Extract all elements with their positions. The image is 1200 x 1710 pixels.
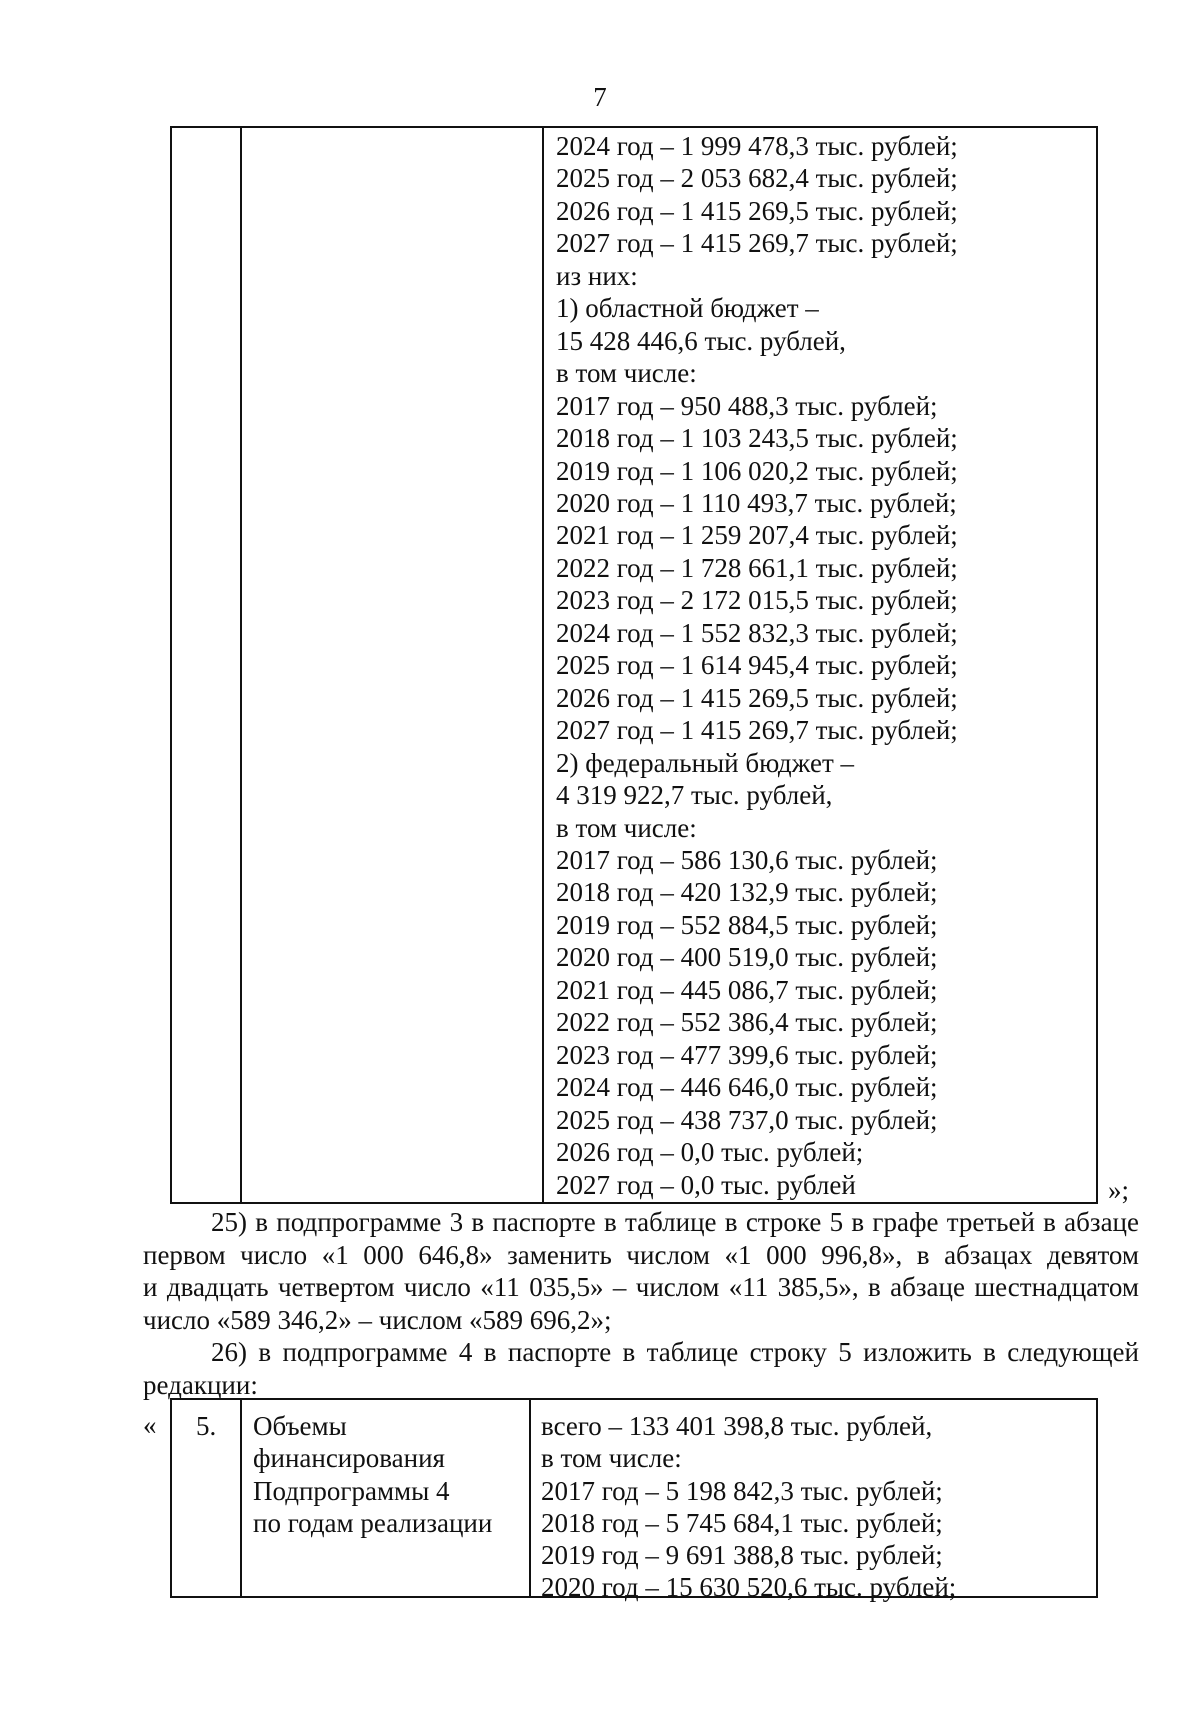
text-line: всего – 133 401 398,8 тыс. рублей, — [541, 1411, 933, 1441]
text-line: 2018 год – 5 745 684,1 тыс. рублей; — [541, 1507, 943, 1538]
text-line: в том числе: — [541, 1443, 682, 1474]
text-line: 2022 год – 552 386,4 тыс. рублей; — [556, 1007, 938, 1038]
text-line: 2018 год – 1 103 243,5 тыс. рублей; — [556, 423, 958, 454]
text-line: 2019 год – 552 884,5 тыс. рублей; — [556, 909, 938, 940]
text-line: 2025 год – 2 053 682,4 тыс. рублей; — [556, 163, 958, 194]
paragraph-26 — [143, 1336, 1139, 1401]
subprogram-4-table — [170, 1398, 1098, 1603]
text-line: 2) федеральный бюджет – — [556, 747, 854, 778]
financing-values-column — [541, 1410, 1091, 1604]
text-line: 2022 год – 1 728 661,1 тыс. рублей; — [556, 552, 958, 583]
text-line: 2019 год – 1 106 020,2 тыс. рублей; — [556, 455, 958, 486]
text-line: первом число «1 000 646,8» заменить числом «1 000 996,8», в абзацах девятом — [143, 1239, 1139, 1270]
column-divider — [240, 1400, 242, 1596]
text-line: 2019 год – 9 691 388,8 тыс. рублей; — [541, 1540, 943, 1571]
text-line: в том числе: — [556, 812, 697, 843]
text-line: 4 319 922,7 тыс. рублей, — [556, 780, 833, 811]
text-line: 2027 год – 1 415 269,7 тыс. рублей; — [556, 228, 958, 259]
text-line: по годам реализации — [253, 1507, 493, 1538]
paragraph-25 — [143, 1206, 1139, 1336]
financing-table-continued — [170, 126, 1098, 1204]
text-line: из них: — [556, 260, 638, 291]
text-line: число «589 346,2» – числом «589 696,2»; — [143, 1304, 612, 1335]
text-line: 2025 год – 438 737,0 тыс. рублей; — [556, 1104, 938, 1135]
text-line: 2018 год – 420 132,9 тыс. рублей; — [556, 877, 938, 908]
text-line: 2023 год – 477 399,6 тыс. рублей; — [556, 1039, 938, 1070]
text-line: 2020 год – 15 630 520,6 тыс. рублей; — [541, 1572, 957, 1603]
text-line: 2026 год – 1 415 269,5 тыс. рублей; — [556, 682, 958, 713]
text-line: редакции: — [143, 1369, 258, 1400]
row-title-column — [253, 1410, 523, 1539]
row-number: 5. — [196, 1411, 217, 1441]
closing-quote: »; — [1108, 1175, 1130, 1205]
text-line: 1) областной бюджет – — [556, 293, 819, 324]
text-line: 2021 год – 445 086,7 тыс. рублей; — [556, 974, 938, 1005]
text-line: и двадцать четвертом число «11 035,5» – числом «11 385,5», в абзаце шестнадцатом — [143, 1272, 1139, 1302]
text-line: 2023 год – 2 172 015,5 тыс. рублей; — [556, 585, 958, 616]
text-line: 26) в подпрограмме 4 в паспорте в таблице строку 5 изложить в следующей — [211, 1337, 1139, 1367]
financing-values-column — [556, 130, 1086, 1201]
text-line: 2017 год – 950 488,3 тыс. рублей; — [556, 390, 938, 421]
text-line: Подпрограммы 4 — [253, 1475, 450, 1506]
text-line: 2027 год – 1 415 269,7 тыс. рублей; — [556, 715, 958, 746]
text-line: в том числе: — [556, 358, 697, 389]
text-line: 2026 год – 0,0 тыс. рублей; — [556, 1137, 864, 1168]
text-line: 2027 год – 0,0 тыс. рублей — [556, 1169, 856, 1200]
text-line: 2017 год – 586 130,6 тыс. рублей; — [556, 844, 938, 875]
text-line: 2017 год – 5 198 842,3 тыс. рублей; — [541, 1475, 943, 1506]
page-number: 7 — [593, 82, 607, 112]
text-line: 2021 год – 1 259 207,4 тыс. рублей; — [556, 520, 958, 551]
text-line: 2026 год – 1 415 269,5 тыс. рублей; — [556, 195, 958, 226]
text-line: 2025 год – 1 614 945,4 тыс. рублей; — [556, 650, 958, 681]
text-line: 2024 год – 1 999 478,3 тыс. рублей; — [556, 131, 958, 161]
text-line: финансирования — [253, 1443, 445, 1474]
text-line: 25) в подпрограмме 3 в паспорте в таблице в строке 5 в графе третьей в абзаце — [211, 1207, 1139, 1237]
text-line: 2024 год – 446 646,0 тыс. рублей; — [556, 1072, 938, 1103]
text-line: 15 428 446,6 тыс. рублей, — [556, 325, 846, 356]
opening-quote: « — [143, 1410, 157, 1440]
column-divider — [542, 128, 544, 1202]
column-divider — [240, 128, 242, 1202]
text-line: Объемы — [253, 1411, 347, 1441]
text-line: 2020 год – 1 110 493,7 тыс. рублей; — [556, 487, 957, 518]
column-divider — [529, 1400, 531, 1596]
text-line: 2024 год – 1 552 832,3 тыс. рублей; — [556, 617, 958, 648]
text-line: 2020 год – 400 519,0 тыс. рублей; — [556, 942, 938, 973]
